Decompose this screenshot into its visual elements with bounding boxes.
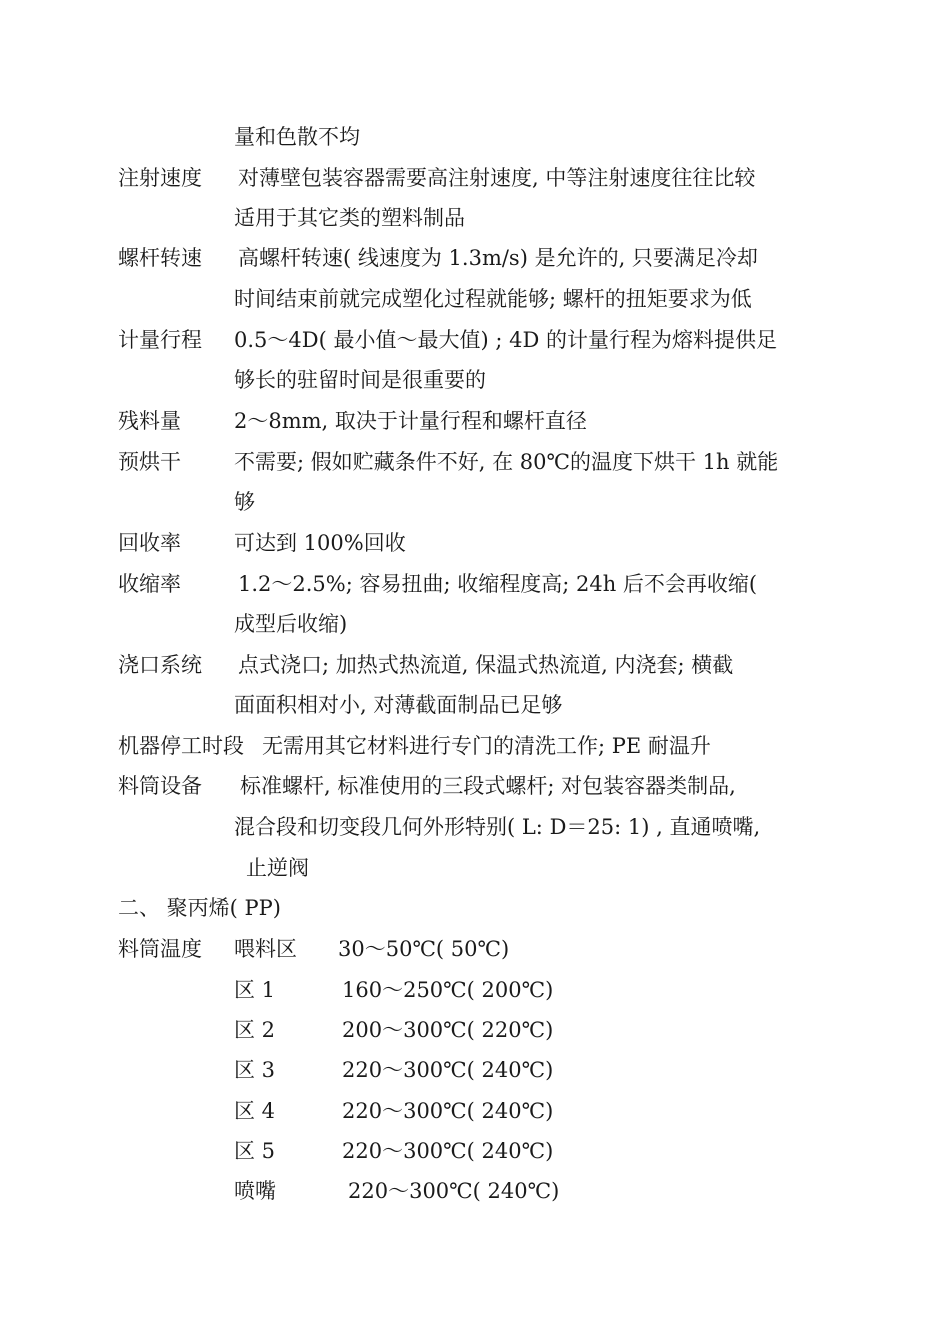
param-label: 回收率 — [118, 531, 181, 555]
param-value: 0.5～4D( 最小值～最大值) ; 4D 的计量行程为熔料提供足 — [234, 328, 777, 352]
param-value: 2～8mm, 取决于计量行程和螺杆直径 — [234, 409, 587, 433]
zone-temp: 220～300℃( 240℃) — [342, 1099, 554, 1123]
zone-label: 区 1 — [234, 978, 276, 1002]
param-value: 对薄壁包装容器需要高注射速度, 中等注射速度往往比较 — [238, 166, 756, 190]
param-label: 螺杆转速 — [118, 246, 202, 270]
param-value: 可达到 100%回收 — [234, 531, 406, 555]
text-line: 面面积相对小, 对薄截面制品已足够 — [234, 693, 563, 717]
zone-label: 区 3 — [234, 1058, 276, 1082]
param-value: 标准螺杆, 标准使用的三段式螺杆; 对包装容器类制品, — [240, 774, 736, 798]
param-label: 预烘干 — [118, 450, 181, 474]
zone-label: 区 4 — [234, 1099, 276, 1123]
zone-temp: 220～300℃( 240℃) — [342, 1058, 554, 1082]
zone-temp: 220～300℃( 240℃) — [348, 1179, 560, 1203]
zone-temp: 200～300℃( 220℃) — [342, 1018, 554, 1042]
param-label: 料筒温度 — [118, 937, 202, 961]
text-line: 适用于其它类的塑料制品 — [234, 206, 465, 230]
zone-label: 喷嘴 — [234, 1179, 276, 1203]
zone-temp: 220～300℃( 240℃) — [342, 1139, 554, 1163]
section-heading: 二、 聚丙烯( PP) — [118, 896, 281, 920]
zone-label: 喂料区 — [234, 937, 297, 961]
text-line: 成型后收缩) — [234, 612, 348, 636]
zone-temp: 30～50℃( 50℃) — [338, 937, 510, 961]
param-label: 残料量 — [118, 409, 181, 433]
zone-label: 区 2 — [234, 1018, 276, 1042]
text-line: 混合段和切变段几何外形特别( L: D＝25: 1) , 直通喷嘴, — [234, 815, 761, 839]
text-line: 够 — [234, 490, 255, 514]
param-label: 机器停工时段 — [118, 734, 244, 758]
param-label: 浇口系统 — [118, 653, 202, 677]
text-line: 够长的驻留时间是很重要的 — [234, 368, 486, 392]
param-value: 无需用其它材料进行专门的清洗工作; PE 耐温升 — [262, 734, 711, 758]
zone-label: 区 5 — [234, 1139, 276, 1163]
text-line: 量和色散不均 — [234, 125, 360, 149]
param-label: 计量行程 — [118, 328, 202, 352]
param-value: 点式浇口; 加热式热流道, 保温式热流道, 内浇套; 横截 — [238, 653, 734, 677]
param-value: 1.2～2.5%; 容易扭曲; 收缩程度高; 24h 后不会再收缩( — [238, 572, 758, 596]
zone-temp: 160～250℃( 200℃) — [342, 978, 554, 1002]
text-line: 止逆阀 — [246, 856, 309, 880]
param-value: 高螺杆转速( 线速度为 1.3m/s) 是允许的, 只要满足冷却 — [238, 246, 758, 270]
param-label: 收缩率 — [118, 572, 181, 596]
text-line: 时间结束前就完成塑化过程就能够; 螺杆的扭矩要求为低 — [234, 287, 752, 311]
param-label: 注射速度 — [118, 166, 202, 190]
param-value: 不需要; 假如贮藏条件不好, 在 80℃的温度下烘干 1h 就能 — [234, 450, 779, 474]
param-label: 料筒设备 — [118, 774, 202, 798]
